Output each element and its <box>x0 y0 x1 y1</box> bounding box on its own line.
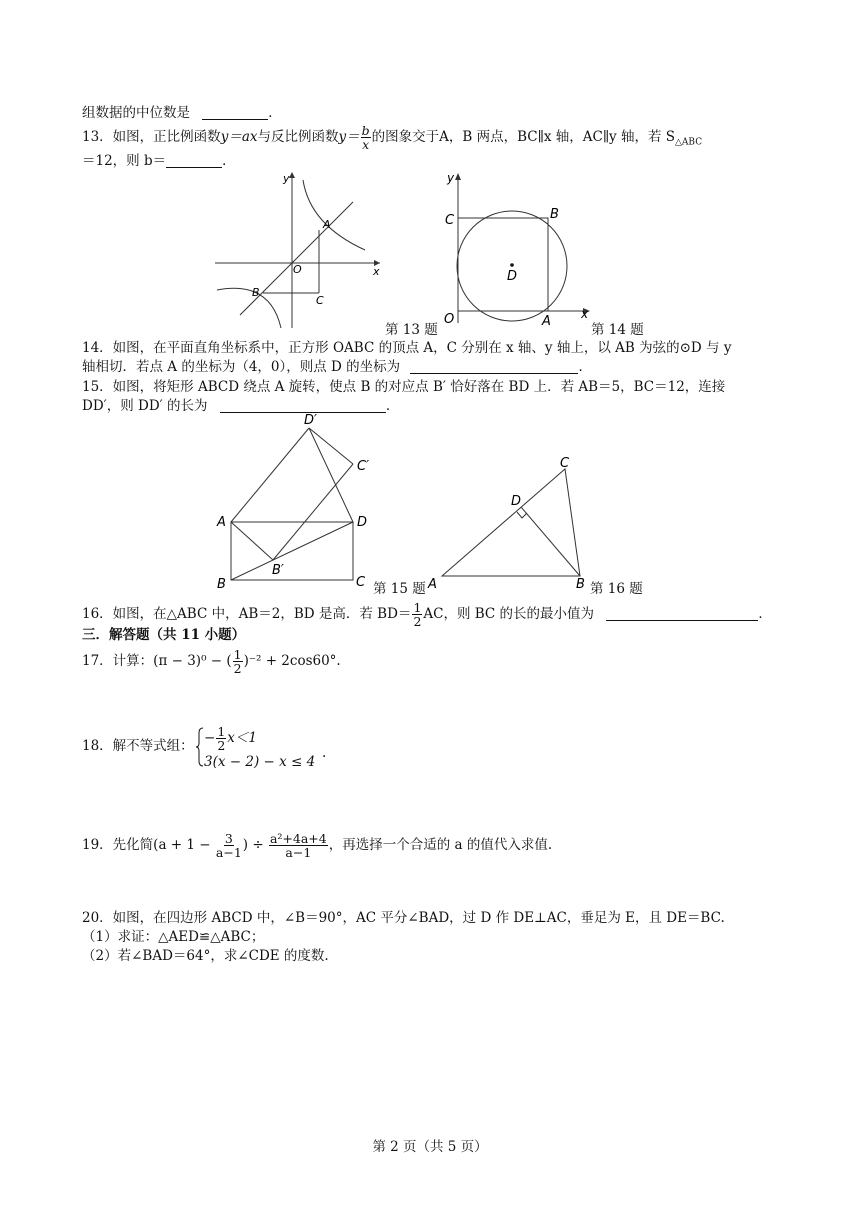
svg-text:A: A <box>323 218 331 231</box>
q19-text3: ，再选择一个合适的 a 的值代入求值. <box>328 837 553 853</box>
q13-text: 13．如图，正比例函数 <box>82 129 221 145</box>
fraction-one-half: $\frac{1}{2}$ <box>413 600 422 629</box>
svg-text:D: D <box>357 515 368 530</box>
svg-text:C: C <box>445 213 455 228</box>
question-15-line2: DD′，则 DD′ 的长为 ． <box>82 398 400 414</box>
q14-text2: 轴相切．若点 A 的坐标为（4，0），则点 D 的坐标为 <box>82 359 401 375</box>
q13-text3: 的图象交于 <box>371 129 440 145</box>
q16-text: 16．如图，在△ABC 中，AB＝2，BD 是高．若 BD＝ <box>82 606 412 622</box>
question-18 <box>82 737 194 755</box>
q13-text4: A，B 两点，BC∥x 轴，AC∥y 轴，若 S <box>439 129 676 145</box>
answer-blank <box>606 606 758 621</box>
question-19 <box>82 832 552 859</box>
q19-text: 19．先化简(a + 1 − <box>82 837 211 853</box>
answer-blank <box>410 359 578 374</box>
svg-text:y: y <box>283 172 290 185</box>
svg-text:A: A <box>542 314 551 328</box>
svg-text:C: C <box>316 294 324 307</box>
q17-tail: )⁻² + 2cos60°. <box>243 653 341 669</box>
fraction-b-over-x: $\frac{b}{x}$ <box>361 123 370 152</box>
q15-text2: DD′，则 DD′ 的长为 <box>82 398 208 414</box>
question-14 <box>82 339 731 357</box>
svg-text:B: B <box>576 577 585 590</box>
q20-part1-text: （1）求证：△AED≌△ABC； <box>82 929 265 945</box>
svg-text:D: D <box>511 494 522 509</box>
question-15 <box>82 378 725 396</box>
q18-text: 18．解不等式组： <box>82 738 194 754</box>
question-13-line2: ＝12，则 b＝ ． <box>82 153 236 169</box>
caption-16: 第 16 题 <box>590 581 643 597</box>
question-20-part2 <box>82 947 329 965</box>
q13-sub: △ABC <box>675 137 703 148</box>
fraction-one-half: $\frac{1}{2}$ <box>233 647 242 676</box>
q13-text5: ＝12，则 b＝ <box>82 153 167 169</box>
svg-text:D: D <box>507 269 518 284</box>
caption-15: 第 15 题 <box>373 581 426 597</box>
q19-text2: ) ÷ <box>242 837 264 853</box>
answer-blank <box>202 105 268 120</box>
fraction-a2-over-a-1: $\frac{\text{a²+4a+4}}{a-1}$ <box>269 831 327 860</box>
q14-text: 14．如图，在平面直角坐标系中，正方形 OABC 的顶点 A，C 分别在 x 轴、y 轴上，以 AB 为弦的⊙D 与 y <box>82 340 732 356</box>
q15-text: 15．如图，将矩形 ABCD 绕点 A 旋转，使点 B 的对应点 B′ 恰好落在 BD 上．若 AB＝5，BC＝12，连接 <box>82 379 726 395</box>
figure-13 <box>215 170 385 330</box>
svg-text:C: C <box>356 575 366 590</box>
section-title: 三．解答题（共 11 小题） <box>82 627 246 643</box>
svg-text:B′: B′ <box>272 563 284 578</box>
figure-15 <box>212 410 382 590</box>
question-20-part1 <box>82 928 264 946</box>
inequality-2: 3(x − 2) − x ≤ 4 <box>204 754 316 770</box>
svg-text:x: x <box>373 265 380 278</box>
question-17 <box>82 648 341 675</box>
svg-text:x: x <box>581 307 589 321</box>
inequality-1: x＜1 <box>227 730 257 746</box>
caption-13: 第 13 题 <box>385 322 438 338</box>
q20-part2-text: （2）若∠BAD＝64°，求∠CDE 的度数. <box>82 948 329 964</box>
fraction-3-over-a-1: $\frac{3}{a-1}$ <box>215 831 242 860</box>
brace-icon <box>196 727 204 767</box>
question-20 <box>82 909 725 927</box>
svg-text:A: A <box>217 515 226 530</box>
figure-16 <box>425 455 595 590</box>
svg-text:O: O <box>444 312 455 327</box>
svg-text:B: B <box>550 207 559 222</box>
answer-blank <box>166 153 222 168</box>
figure-14 <box>438 168 598 328</box>
svg-text:O: O <box>293 263 302 276</box>
q13-func: y＝ax <box>220 129 258 145</box>
svg-text:B: B <box>252 286 260 299</box>
inequality-system: − $\frac{1}{2}$ x＜1 3(x − 2) − x ≤ 4 <box>204 725 315 773</box>
q17-text: 17．计算：(π − 3)⁰ − ( <box>82 653 232 669</box>
svg-text:y: y <box>447 171 455 185</box>
svg-text:D′: D′ <box>304 413 317 428</box>
question-13: 13．如图，正比例函数y＝ax与反比例函数y＝ $\frac{b}{x}$ 的图象交于A，B 两点，BC∥x 轴，AC∥y 轴，若 $S_{\triangle ABC}$ <box>82 123 703 152</box>
svg-text:A: A <box>428 577 437 590</box>
question-14-line2: 轴相切．若点 A 的坐标为（4，0），则点 D 的坐标为 ． <box>82 359 592 375</box>
caption-14: 第 14 题 <box>591 322 644 338</box>
question-16: 16．如图，在△ABC 中，AB＝2，BD 是高．若 BD＝ $\frac{1}{2}$ AC，则 BC 的长的最小值为 ． <box>82 600 772 629</box>
q12-text: 组数据的中位数是 <box>82 105 190 121</box>
page-footer: 第 2 页（共 5 页） <box>372 1139 488 1155</box>
svg-text:C: C <box>560 456 570 471</box>
svg-text:C′: C′ <box>357 459 370 474</box>
svg-text:B: B <box>217 577 226 590</box>
q20-text: 20．如图，在四边形 ABCD 中，∠B＝90°，AC 平分∠BAD，过 D 作 DE⊥AC，垂足为 E，且 DE＝BC. <box>82 910 725 926</box>
q13-text2: 与反比例函数 <box>257 129 339 145</box>
q12-tail: 组数据的中位数是 ． <box>82 105 282 121</box>
q16-text2: AC，则 BC 的长的最小值为 <box>423 606 595 622</box>
